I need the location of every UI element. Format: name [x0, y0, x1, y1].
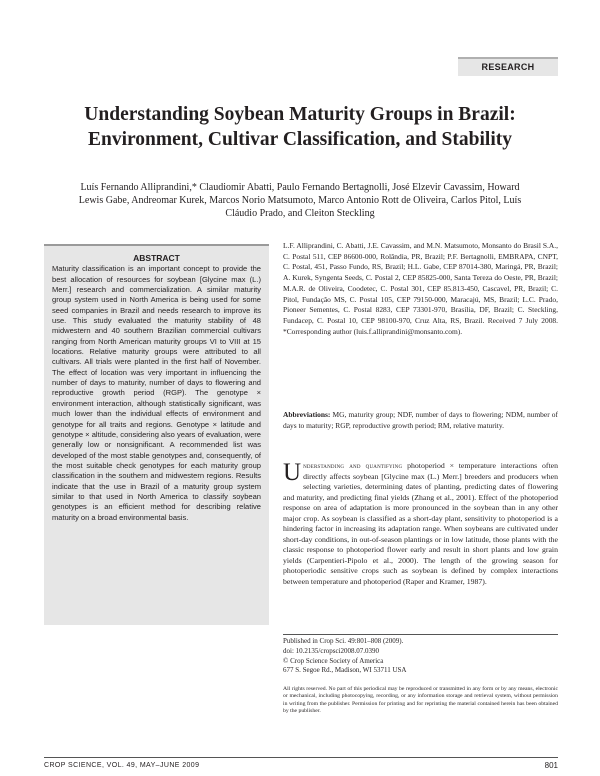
- section-label: RESEARCH: [458, 57, 558, 76]
- author-affiliations: L.F. Alliprandini, C. Abatti, J.E. Cavassim, and M.N. Matsumoto, Monsanto do Brasil S.A., C. Postal 511, CEP 86600-000, Rolândia, PR, Brazil; P.F. Bertagnolli, EMBRAPA, CNPT, C. Postal, 451, Passo Fundo, RS, Brazil; H.L. Gabe, CEP 87014-380, Maringá, PR, Brazil; A. Kurek, Syngenta Seeds, C. Postal 2, CEP 85825-000, Santa Tereza do Oeste, PR, Brazil; M.A.R. de Oliveira, Coodetec, C. Postal 301, CEP 85.813-450, Cascavel, PR, Brazil; C. Pitol, Fundação MS, C. Postal 105, CEP 79150-000, Maracajú, MS, Brazil; L.C. Prado, Pioneer Sementes, C. Postal 8283, CEP 73301-970, Brasília, DF, Brazil; C. Steckling, Fundacep, C. Postal 10, CEP 98100-970, Cruz Alta, RS, Brazil. Received 7 July 2008. *Corresponding author (luis.f.alliprandini@monsanto.com).: [283, 241, 558, 336]
- publication-citation: Published in Crop Sci. 49:801–808 (2009).: [283, 637, 404, 645]
- abbreviations-label: Abbreviations:: [283, 410, 331, 419]
- rights-notice: All rights reserved. No part of this periodical may be reproduced or transmitted in any form or by any means, electronic or mechanical, including photocopying, recording, or any information storage and retrieval system, without permission in writing from the publisher. Permission for printing and for reprinting the material contained herein has been obtained by the publisher.: [283, 686, 558, 714]
- drop-cap: U: [283, 459, 302, 486]
- publication-copyright: © Crop Science Society of America: [283, 656, 384, 665]
- footer-journal: CROP SCIENCE, VOL. 49, MAY–JUNE 2009: [44, 762, 200, 769]
- footer-divider: [44, 757, 558, 758]
- publication-doi: doi: 10.2135/cropsci2008.07.0390: [283, 646, 380, 655]
- intro-lead: nderstanding and quantifying: [303, 461, 403, 470]
- abbreviations: [283, 410, 558, 431]
- publication-info: [283, 637, 558, 676]
- publication-address: 677 S. Segoe Rd., Madison, WI 53711 USA: [283, 666, 407, 675]
- intro-body: photoperiod × temperature interactions often directly affects soybean [Glycine max (L.) Merr.] breeders and producers when selecting varieties, determining dates of planting, predicting dates of flowering and maturity, and predicting final yields (Zhang et al., 2001). Effect of the photoperiod response on area of adaptation is more pronounced in the soybean than in any other major crop. As soybean is classified as a short-day plant, sensitivity to photoperiod is a hindering factor in increasing its adaptation range. When soybeans are cultivated under short-day conditions, in out-of-season plantings or in low latitude, those plants with the classic response to photoperiod flower early and result in short plants and low grain yields (Carpentieri-Pipolo et al., 2000). The length of the growing season for photoperiodic sensitive crops such as soybean is defined by complex interactions between temperature and photoperiod (Raper and Kramer, 1987).: [283, 461, 558, 587]
- abstract-box: [44, 244, 269, 625]
- abstract-heading: ABSTRACT: [133, 253, 180, 263]
- introduction-paragraph: [283, 461, 558, 588]
- abbreviations-text: MG, maturity group; NDF, number of days to flowering; NDM, number of days to maturity; RGP, reproductive growth period; RM, relative maturity.: [283, 410, 558, 430]
- author-list: Luís Fernando Alliprandini,* Claudiomir Abatti, Paulo Fernando Bertagnolli, José Elzevir Cavassim, Howard Lewis Gabe, Andreomar Kurek, Marcos Norio Matsumoto, Marco Antonio Rott de Oliveira, Carlos Pitol, Luís Cláudio Prado, and Cleiton Steckling: [78, 182, 522, 219]
- page-number: 801: [544, 761, 558, 770]
- abstract-text: Maturity classification is an important concept to provide the best allocation of resources for soybean [Glycine max (L.) Merr.] research and commercialization. A similar maturity group system used in North America is being used for some seed companies in Brazil and needs research to improve its use. This study evaluated the maturity stability of 48 midwestern and 40 southern Brazilian commercial cultivars ranging from North American maturity groups VI to VIII at 15 locations. Relative maturity groups were attributed to all cultivars. All trials were planted in the first half of November. The effect of location was very important in influencing the number of days to maturity, number of days to flowering and reproductive growth period (RGP). The genotype × environment interaction, although statistically significant, was much lower than the individual effects of environment and genotype for all traits and regions. Genotype × latitude and genotype × altitude, considering also years of evaluation, were generally low or nonsignificant. A recommended list was developed of the most stable genotypes and, consequently, of the most suitable check genotypes for each maturity group classification in the southern and midwestern regions. Results indicate that the use in Brazil of a maturity group system similar to that used in North America to classify soybean genotypes is an efficient method for describing relative maturity on a broad environmental basis.: [52, 264, 261, 522]
- publication-divider: [283, 634, 558, 635]
- article-title: Understanding Soybean Maturity Groups in Brazil: Environment, Cultivar Classification, and Stability: [84, 104, 516, 150]
